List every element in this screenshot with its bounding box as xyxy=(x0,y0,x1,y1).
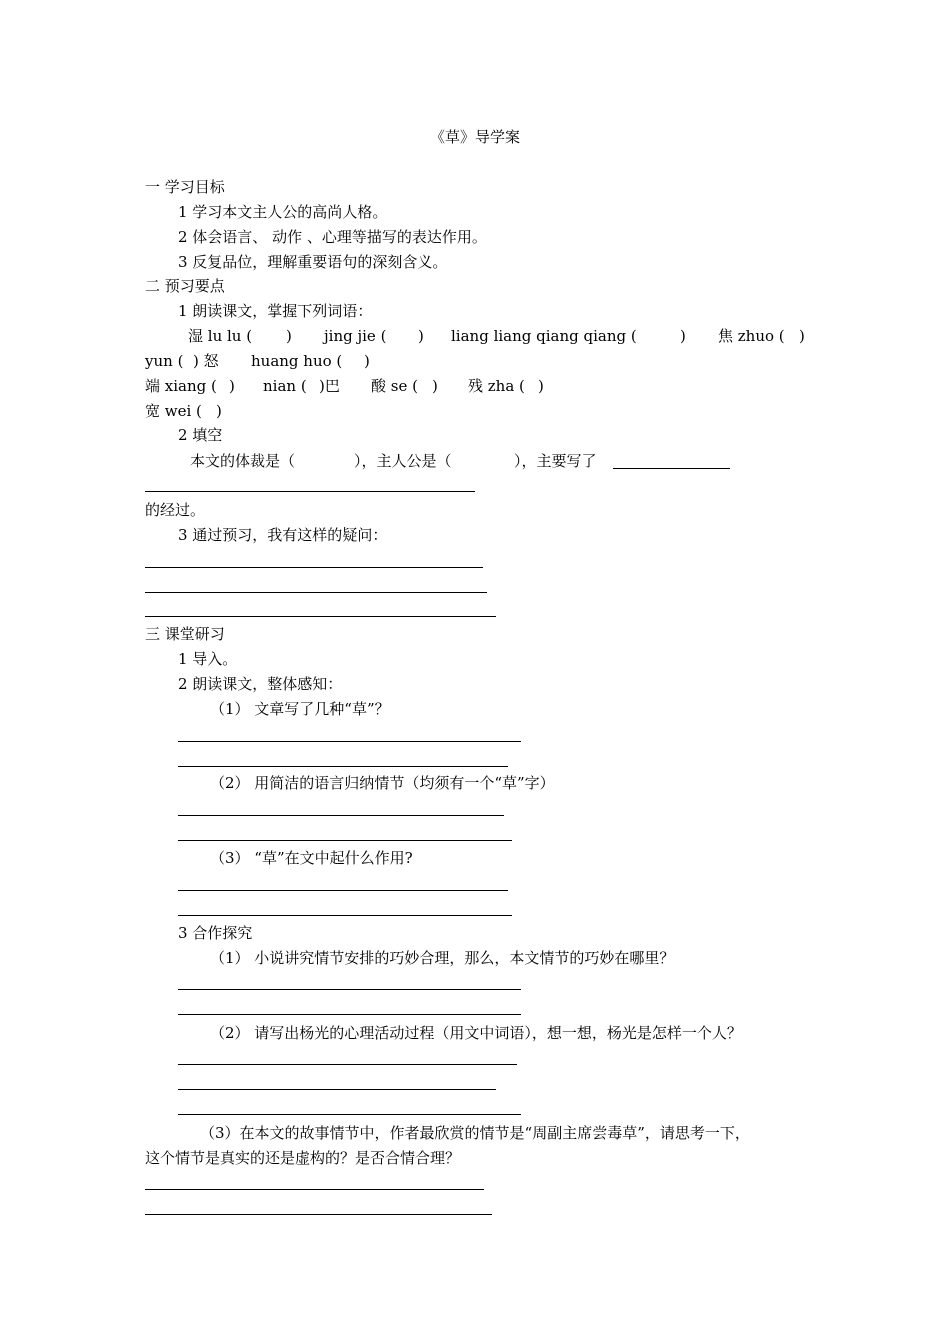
answer-line[interactable] xyxy=(178,741,521,742)
vocab-bracket: ) xyxy=(216,402,222,420)
classroom-item: 1 导入。 xyxy=(178,650,238,668)
answer-line[interactable] xyxy=(145,1214,492,1215)
page-title: 《草》导学案 xyxy=(429,128,520,146)
vocab-bracket: ) xyxy=(364,352,370,370)
answer-line[interactable] xyxy=(613,468,730,469)
vocab-item: 焦 zhuo ( xyxy=(718,327,785,345)
answer-line[interactable] xyxy=(178,766,508,767)
objective-item: 3 反复品位，理解重要语句的深刻含义。 xyxy=(178,253,448,271)
answer-line[interactable] xyxy=(178,815,504,816)
vocab-bracket: ) xyxy=(418,327,424,345)
vocab-item: jing jie ( xyxy=(324,327,387,345)
inquiry-question: 这个情节是真实的还是虚构的？是否合情合理？ xyxy=(145,1149,461,1167)
answer-line[interactable] xyxy=(145,592,487,593)
section-heading-objectives: 一 学习目标 xyxy=(145,178,225,196)
section-heading-preview: 二 预习要点 xyxy=(145,277,225,295)
answer-line[interactable] xyxy=(145,1189,484,1190)
vocab-bracket: )巴 xyxy=(319,377,340,395)
answer-line[interactable] xyxy=(178,1089,496,1090)
vocab-bracket: ) xyxy=(538,377,544,395)
fill-blank-text: 的经过。 xyxy=(145,501,206,519)
classroom-item: 2 朗读课文，整体感知： xyxy=(178,675,343,693)
vocab-bracket: ) xyxy=(286,327,292,345)
classroom-item: 3 合作探究 xyxy=(178,924,253,942)
section-heading-classroom: 三 课堂研习 xyxy=(145,625,225,643)
vocab-bracket: ) xyxy=(799,327,805,345)
preview-question: 2 填空 xyxy=(178,426,223,444)
vocab-bracket: ) 怒 xyxy=(193,352,219,370)
objective-item: 1 学习本文主人公的高尚人格。 xyxy=(178,203,388,221)
preview-question: 3 通过预习，我有这样的疑问： xyxy=(178,526,388,544)
answer-line[interactable] xyxy=(145,567,483,568)
answer-line[interactable] xyxy=(145,616,496,617)
vocab-item: 端 xiang ( xyxy=(145,377,217,395)
classroom-question: （1） 文章写了几种“草”？ xyxy=(210,700,390,718)
answer-line[interactable] xyxy=(145,491,475,492)
fill-blank-text: ），主人公是（ xyxy=(354,452,452,470)
answer-line[interactable] xyxy=(178,915,512,916)
vocab-item: 残 zha ( xyxy=(468,377,525,395)
preview-question: 1 朗读课文，掌握下列词语： xyxy=(178,302,373,320)
vocab-item: nian ( xyxy=(263,377,307,395)
vocab-item: huang huo ( xyxy=(251,352,343,370)
inquiry-question: （1） 小说讲究情节安排的巧妙合理，那么，本文情节的巧妙在哪里？ xyxy=(210,949,675,967)
vocab-item: 宽 wei ( xyxy=(145,402,202,420)
vocab-bracket: ) xyxy=(680,327,686,345)
classroom-question: （3） “草”在文中起什么作用? xyxy=(210,849,413,867)
vocab-bracket: ) xyxy=(229,377,235,395)
inquiry-question: （3）在本文的故事情节中，作者最欣赏的情节是“周副主席尝毒草”，请思考一下， xyxy=(200,1124,750,1142)
vocab-item: yun ( xyxy=(145,352,184,370)
fill-blank-text: 本文的体裁是（ xyxy=(190,452,296,470)
inquiry-question: （2） 请写出杨光的心理活动过程（用文中词语），想一想，杨光是怎样一个人？ xyxy=(210,1024,742,1042)
answer-line[interactable] xyxy=(178,840,512,841)
answer-line[interactable] xyxy=(178,1014,521,1015)
objective-item: 2 体会语言、 动作 、心理等描写的表达作用。 xyxy=(178,228,487,246)
answer-line[interactable] xyxy=(178,890,508,891)
answer-line[interactable] xyxy=(178,1064,517,1065)
answer-line[interactable] xyxy=(178,1114,521,1115)
fill-blank-text: ），主要写了 xyxy=(514,452,597,470)
vocab-item: 酸 se ( xyxy=(371,377,418,395)
vocab-item: 湿 lu lu ( xyxy=(188,327,253,345)
answer-line[interactable] xyxy=(178,989,521,990)
vocab-item: liang liang qiang qiang ( xyxy=(451,327,637,345)
vocab-bracket: ) xyxy=(432,377,438,395)
classroom-question: （2） 用简洁的语言归纳情节（均须有一个“草”字） xyxy=(210,774,555,792)
